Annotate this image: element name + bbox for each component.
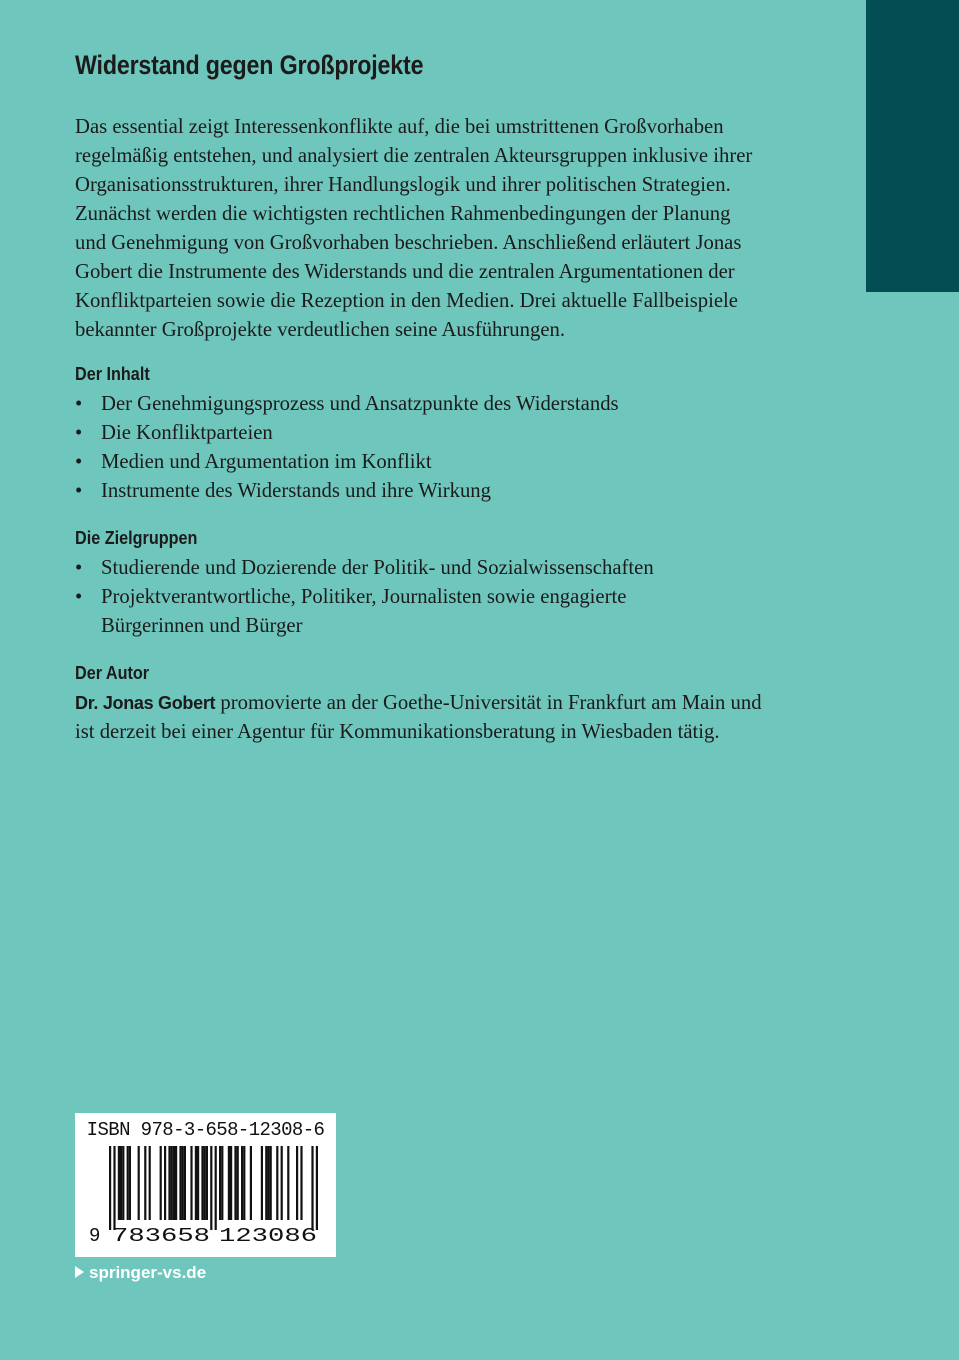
description-line: Gobert die Instrumente des Widerstands und die zentralen Argumentationen der: [75, 261, 735, 283]
barcode-left-digits: 783658: [112, 1225, 210, 1247]
barcode-bar: [118, 1146, 120, 1220]
bullet-icon: •: [75, 480, 83, 502]
author-name: Dr. Jonas Gobert: [75, 693, 216, 713]
barcode-bar: [171, 1146, 173, 1220]
barcode-bar: [144, 1146, 146, 1220]
bullet-icon: •: [75, 393, 83, 415]
target-groups-list: [75, 554, 835, 641]
barcode-bar: [243, 1146, 245, 1220]
description-line: Das essential zeigt Interessenkonflikte auf, die bei umstrittenen Großvorhaben: [75, 116, 724, 138]
list-item-text: Der Genehmigungsprozess und Ansatzpunkte des Widerstands: [101, 393, 619, 415]
barcode-bar: [175, 1146, 177, 1220]
author-bio-line-rest: promovierte an der Goethe-Universität in Frankfurt am Main und: [215, 692, 762, 714]
list-item-text: Projektverantwortliche, Politiker, Journalisten sowie engagierte: [101, 586, 627, 608]
description-line: bekannter Großprojekte verdeutlichen seine Ausführungen.: [75, 319, 566, 341]
barcode-bar: [164, 1146, 166, 1220]
barcode-bar: [129, 1146, 131, 1220]
book-title: Widerstand gegen Großprojekte: [75, 50, 424, 80]
barcode-bar: [234, 1146, 236, 1220]
barcode-bar: [190, 1146, 192, 1220]
website-text: springer-vs.de: [89, 1263, 207, 1282]
barcode-bar: [311, 1146, 313, 1230]
bullet-icon: •: [75, 451, 83, 473]
barcode-bar: [210, 1146, 212, 1230]
barcode-bar: [270, 1146, 272, 1220]
barcode-bar: [122, 1146, 124, 1220]
barcode-bar: [168, 1146, 170, 1220]
list-item: [75, 477, 835, 506]
author-heading: Der Autor: [75, 663, 150, 683]
barcode-bars: [109, 1146, 318, 1230]
description-line: Zunächst werden die wichtigsten rechtlichen Rahmenbedingungen der Planung: [75, 203, 731, 225]
barcode-bar: [265, 1146, 267, 1220]
list-item: [75, 419, 835, 448]
barcode-bar: [179, 1146, 181, 1220]
barcode-bar: [228, 1146, 230, 1220]
list-item-text: Instrumente des Widerstands und ihre Wirkung: [101, 480, 491, 502]
contents-section: [75, 361, 835, 506]
barcode-first-digit: 9: [89, 1225, 101, 1247]
barcode-bar: [250, 1146, 252, 1220]
corner-color-block: [866, 0, 959, 292]
target-groups-heading: Die Zielgruppen: [75, 528, 198, 548]
book-description: [75, 113, 835, 345]
bullet-icon: •: [75, 586, 83, 608]
barcode-bar: [267, 1146, 269, 1220]
barcode-bar: [201, 1146, 203, 1220]
barcode-bar: [316, 1146, 318, 1230]
barcode-bar: [160, 1146, 162, 1220]
barcode-bar: [287, 1146, 289, 1220]
barcode-right-digits: 123086: [219, 1225, 317, 1247]
description-line: Organisationsstrukturen, ihrer Handlungslogik und ihrer politischen Strategien.: [75, 174, 731, 196]
barcode-bar: [195, 1146, 197, 1220]
list-item: [75, 448, 835, 477]
barcode-bar: [215, 1146, 217, 1230]
contents-list: [75, 390, 835, 506]
description-line: Konfliktparteien sowie die Rezeption in den Medien. Drei aktuelle Fallbeispiele: [75, 290, 738, 312]
barcode-bar: [173, 1146, 175, 1220]
list-item-text: Die Konfliktparteien: [101, 422, 273, 444]
description-line: und Genehmigung von Großvorhaben beschrieben. Anschließend erläutert Jonas: [75, 232, 742, 254]
list-item: [75, 390, 835, 419]
barcode-bar: [276, 1146, 278, 1220]
contents-heading: Der Inhalt: [75, 364, 150, 384]
description-line: regelmäßig entstehen, und analysiert die zentralen Akteursgruppen inklusive ihrer: [75, 145, 753, 167]
list-item-text-continued: Bürgerinnen und Bürger: [101, 615, 303, 637]
author-bio-line: [75, 689, 835, 718]
barcode-bar: [204, 1146, 206, 1220]
barcode-bar: [149, 1146, 151, 1220]
triangle-arrow-icon: [75, 1266, 84, 1278]
bullet-icon: •: [75, 557, 83, 579]
barcode-bar: [241, 1146, 243, 1220]
barcode-graphic: [75, 1113, 336, 1257]
publisher-website[interactable]: [75, 1262, 206, 1284]
barcode-bar: [300, 1146, 302, 1220]
bullet-icon: •: [75, 422, 83, 444]
barcode-bar: [221, 1146, 223, 1220]
barcode-bar: [197, 1146, 199, 1220]
barcode-bar: [219, 1146, 221, 1220]
author-bio-line: ist derzeit bei einer Agentur für Kommunikationsberatung in Wiesbaden tätig.: [75, 721, 720, 743]
isbn-number: ISBN 978-3-658-12308-6: [86, 1119, 325, 1141]
barcode-bar: [127, 1146, 129, 1220]
isbn-barcode: [75, 1113, 336, 1257]
barcode-bar: [230, 1146, 232, 1220]
list-item: [75, 583, 835, 641]
list-item-text: Medien und Argumentation im Konflikt: [101, 451, 432, 473]
author-bio: [75, 689, 835, 747]
barcode-bar: [237, 1146, 239, 1220]
barcode-bar: [113, 1146, 115, 1230]
barcode-bar: [184, 1146, 186, 1220]
barcode-bar: [281, 1146, 283, 1220]
target-groups-section: [75, 525, 835, 641]
barcode-bar: [120, 1146, 122, 1220]
author-section: [75, 660, 835, 747]
barcode-bar: [182, 1146, 184, 1220]
barcode-bar: [261, 1146, 263, 1220]
list-item-text: Studierende und Dozierende der Politik- und Sozialwissenschaften: [101, 557, 654, 579]
barcode-bar: [206, 1146, 208, 1220]
barcode-bar: [296, 1146, 298, 1220]
list-item: [75, 554, 835, 583]
barcode-bar: [109, 1146, 111, 1230]
back-cover-content: [75, 48, 835, 747]
barcode-bar: [138, 1146, 140, 1220]
